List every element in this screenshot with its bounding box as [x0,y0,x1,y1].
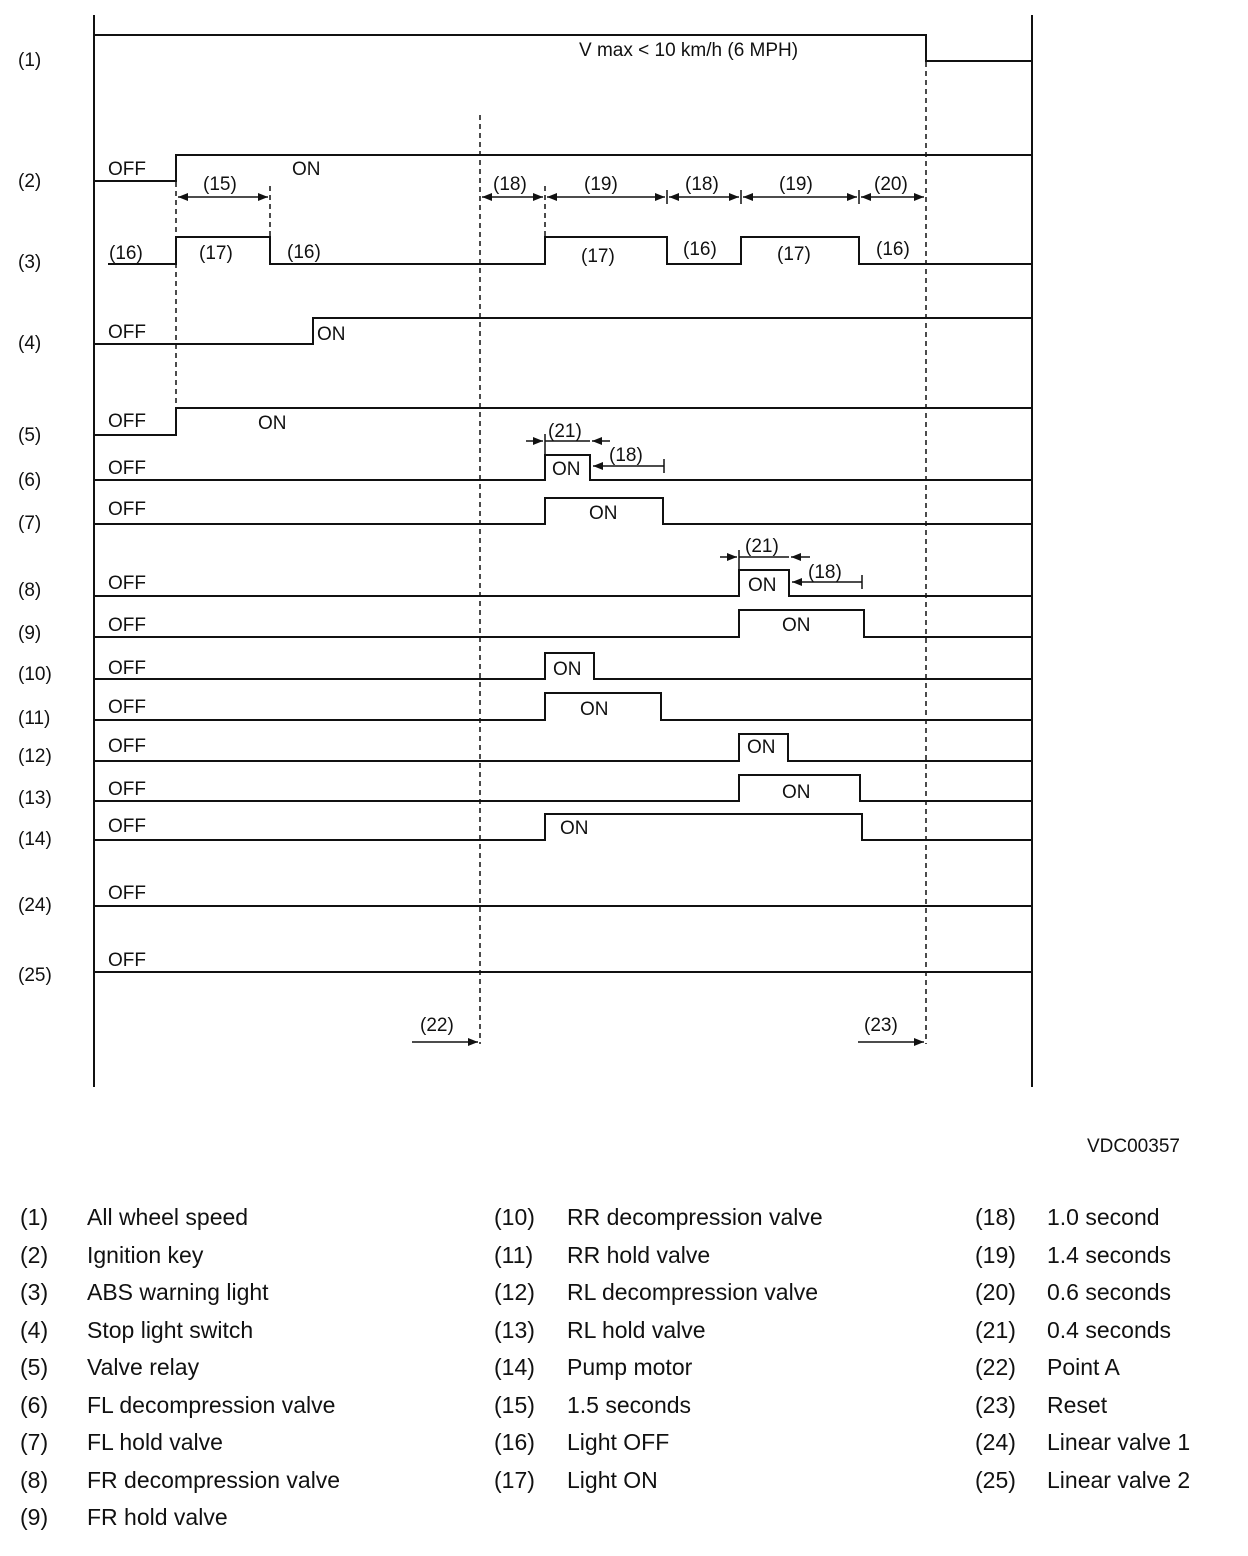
on-label: ON [292,159,321,180]
dim-label: (19) [779,174,813,195]
dim-label: (21) [745,536,779,557]
legend-text: RL decompression valve [567,1279,818,1305]
legend-number: (17) [494,1466,535,1493]
off-label: OFF [108,658,146,679]
on-label: ON [589,503,618,524]
on-label: ON [782,782,811,803]
figure-code: VDC00357 [1087,1136,1180,1157]
legend-number: (21) [975,1316,1016,1343]
row-label: (3) [18,252,42,273]
on-label: ON [317,324,346,345]
legend-text: ABS warning light [87,1279,269,1305]
row-label: (5) [18,425,42,446]
row-label: (10) [18,664,52,685]
legend-text: FL hold valve [87,1429,223,1455]
dim-label: (18) [685,174,719,195]
fr-decomp-waveform [94,570,1032,596]
rl-hold-waveform [94,775,1032,801]
legend-number: (23) [975,1391,1016,1418]
legend-number: (22) [975,1354,1016,1380]
legend-number: (3) [20,1279,49,1305]
off-label: OFF [108,573,146,594]
on-label: ON [258,413,287,434]
on-label: ON [560,818,589,839]
off-label: OFF [108,816,146,837]
legend-text: Linear valve 2 [1047,1466,1191,1493]
off-label: OFF [108,736,146,757]
row-label: (9) [18,623,42,644]
dim-label: (18) [493,174,527,195]
off-label: OFF [108,697,146,718]
light-label: (16) [683,239,717,260]
on-label: ON [782,615,811,636]
event-markers [412,1015,924,1042]
legend-number: (14) [494,1354,535,1380]
stop-switch-waveform [94,318,1032,344]
legend-number: (5) [20,1354,49,1380]
off-label: OFF [108,615,146,636]
legend-text: Stop light switch [87,1316,254,1343]
legend-number: (1) [20,1204,49,1230]
legend-number: (6) [20,1391,49,1418]
legend-text: Light ON [567,1466,658,1493]
marker-label: (22) [420,1015,454,1036]
light-label: (16) [876,239,910,260]
row-label: (24) [18,895,52,916]
on-label: ON [552,459,581,480]
dim-label: (20) [874,174,908,195]
row-label: (14) [18,829,52,850]
legend-text: 0.6 seconds [1047,1279,1172,1305]
fr-hold-waveform [94,610,1032,637]
off-label: OFF [108,458,146,479]
legend-number: (15) [494,1391,535,1418]
rr-hold-waveform [94,693,1032,720]
row-label: (11) [18,708,51,729]
dim-label: (18) [808,562,842,583]
legend-text: RR hold valve [567,1241,711,1268]
light-label: (17) [199,243,233,264]
legend-number: (18) [975,1204,1016,1230]
marker-label: (23) [864,1015,898,1036]
legend-text: RR decompression valve [567,1204,823,1230]
row-label: (25) [18,965,52,986]
legend-number: (7) [20,1429,49,1455]
light-label: (17) [581,246,615,267]
dim-label: (18) [609,445,643,466]
on-label: ON [553,659,582,680]
legend-text: Reset [1047,1391,1108,1418]
legend-text: 1.0 second [1047,1204,1160,1230]
off-label: OFF [108,779,146,800]
legend-text: 1.5 seconds [567,1391,692,1418]
legend-text: All wheel speed [87,1204,249,1230]
off-label: OFF [108,950,146,971]
legend-text: 0.4 seconds [1047,1316,1172,1343]
legend-number: (2) [20,1241,49,1268]
legend-number: (8) [20,1466,49,1493]
row-label: (13) [18,788,52,809]
speed-condition-label: V max < 10 km/h (6 MPH) [579,40,799,61]
legend-text: FL decompression valve [87,1391,336,1418]
row-label: (6) [18,470,42,491]
legend-text: Light OFF [567,1429,670,1455]
legend-text: RL hold valve [567,1316,706,1343]
on-label: ON [748,575,777,596]
row-label: (12) [18,746,52,767]
dim-label: (19) [584,174,618,195]
legend-number: (16) [494,1429,535,1455]
abs-light-labels [109,239,910,267]
legend-text: Linear valve 1 [1047,1429,1191,1455]
legend-text: Point A [1047,1354,1120,1380]
dim-label: (15) [203,174,237,195]
off-label: OFF [108,411,146,432]
legend-text: FR hold valve [87,1504,228,1530]
legend-text: FR decompression valve [87,1466,341,1493]
legend-text: Ignition key [87,1241,204,1268]
off-label: OFF [108,322,146,343]
legend-number: (12) [494,1279,535,1305]
legend-number: (9) [20,1504,49,1530]
off-label: OFF [108,499,146,520]
legend-number: (24) [975,1429,1016,1455]
legend-number: (4) [20,1316,49,1343]
legend-number: (19) [975,1241,1016,1268]
legend-number: (13) [494,1316,535,1343]
light-label: (16) [287,242,321,263]
on-label: ON [580,699,609,720]
off-label: OFF [108,883,146,904]
fl-hold-waveform [94,498,1032,524]
row-label: (7) [18,513,42,534]
legend-text: 1.4 seconds [1047,1241,1172,1268]
legend-number: (20) [975,1279,1016,1305]
row-labels [18,50,52,986]
light-label: (17) [777,244,811,265]
row-label: (1) [18,50,42,71]
on-label: ON [747,737,776,758]
rl-decomp-waveform [94,734,1032,761]
legend-text: Valve relay [87,1354,200,1380]
legend-number: (10) [494,1204,535,1230]
legend-number: (25) [975,1466,1016,1493]
off-label: OFF [108,159,146,180]
dim-label: (21) [548,421,582,442]
row-label: (2) [18,171,42,192]
legend-text: Pump motor [567,1354,693,1380]
legend-number: (11) [494,1241,534,1268]
light-label: (16) [109,243,143,264]
wheel-speed-waveform [94,35,1032,61]
row-label: (4) [18,333,42,354]
row-label: (8) [18,580,42,601]
